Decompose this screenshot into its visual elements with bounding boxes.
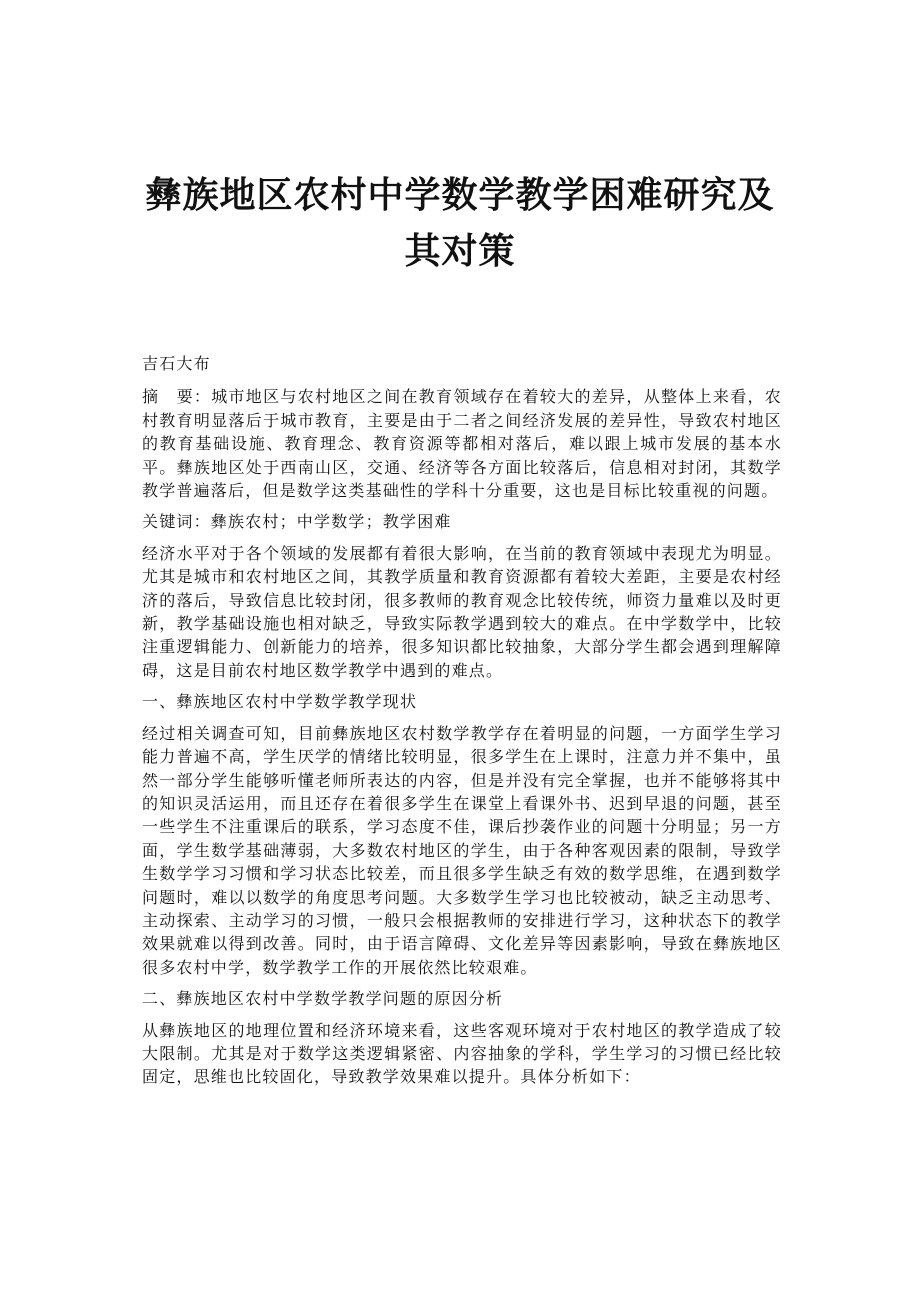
section-1-paragraph: 经过相关调查可知，目前彝族地区农村数学教学存在着明显的问题，一方面学生学习能力普遍不高，学生厌学的情绪比较明显，很多学生在上课时，注意力并不集中，虽然一部分学生能够听懂老师所表达的内容，但是并没有完全掌握，也并不能够将其中的知识灵活运用，而且还存在着很多学生在课堂上看课外书、迟到早退的问题，甚至一些学生不注重课后的联系，学习态度不佳，课后抄袭作业的问题十分明显；另一方面，学生数学基础薄弱，大多数农村地区的学生，由于各种客观因素的限制，导致学生数学学习习惯和学习状态比较差，而且很多学生缺乏有效的数学思维，在遇到数学问题时，难以以数学的角度思考问题。大多数学生学习也比较被动，缺乏主动思考、主动探索、主动学习的习惯，一般只会根据教师的安排进行学习，这种状态下的教学效果就难以得到改善。同时，由于语言障碍、文化差异等因素影响，导致在彝族地区很多农村中学，数学教学工作的开展依然比较艰难。	[142, 723, 782, 977]
intro-paragraph: 经济水平对于各个领域的发展都有着很大影响，在当前的教育领域中表现尤为明显。尤其是城市和农村地区之间，其教学质量和教育资源都有着较大差距，主要是农村经济的落后，导致信息比较封闭，很多教师的教育观念比较传统，师资力量难以及时更新，教学基础设施也相对缺乏，导致实际教学遇到较大的难点。在中学数学中，比较注重逻辑能力、创新能力的培养，很多知识都比较抽象，大部分学生都会遇到理解障碍，这是目前农村地区数学教学中遇到的难点。	[142, 543, 782, 680]
abstract-paragraph: 摘 要：城市地区与农村地区之间在教育领域存在着较大的差异，从整体上来看，农村教育明显落后于城市教育，主要是由于二者之间经济发展的差异性，导致农村地区的教育基础设施、教育理念、教育资源等都相对落后，难以跟上城市发展的基本水平。彝族地区处于西南山区，交通、经济等各方面比较落后，信息相对封闭，其数学教学普遍落后，但是数学这类基础性的学科十分重要，这也是目标比较重视的问题。	[142, 387, 782, 501]
author-name: 吉石大布	[142, 354, 211, 373]
document-body	[142, 352, 782, 1097]
section-2-paragraph: 从彝族地区的地理位置和经济环境来看，这些客观环境对于农村地区的教学造成了较大限制。尤其是对于数学这类逻辑紧密、内容抽象的学科，学生学习的习惯已经比较固定，思维也比较固化，导致教学效果难以提升。具体分析如下：	[142, 1020, 782, 1087]
section-1-heading: 一、彝族地区农村中学数学教学现状	[142, 692, 418, 712]
section-2-heading: 二、彝族地区农村中学数学教学问题的原因分析	[142, 989, 504, 1009]
keywords-line: 关键词：彝族农村；中学数学；教学困难	[142, 512, 452, 532]
document-title: 彝族地区农村中学数学教学困难研究及其对策	[145, 175, 775, 272]
